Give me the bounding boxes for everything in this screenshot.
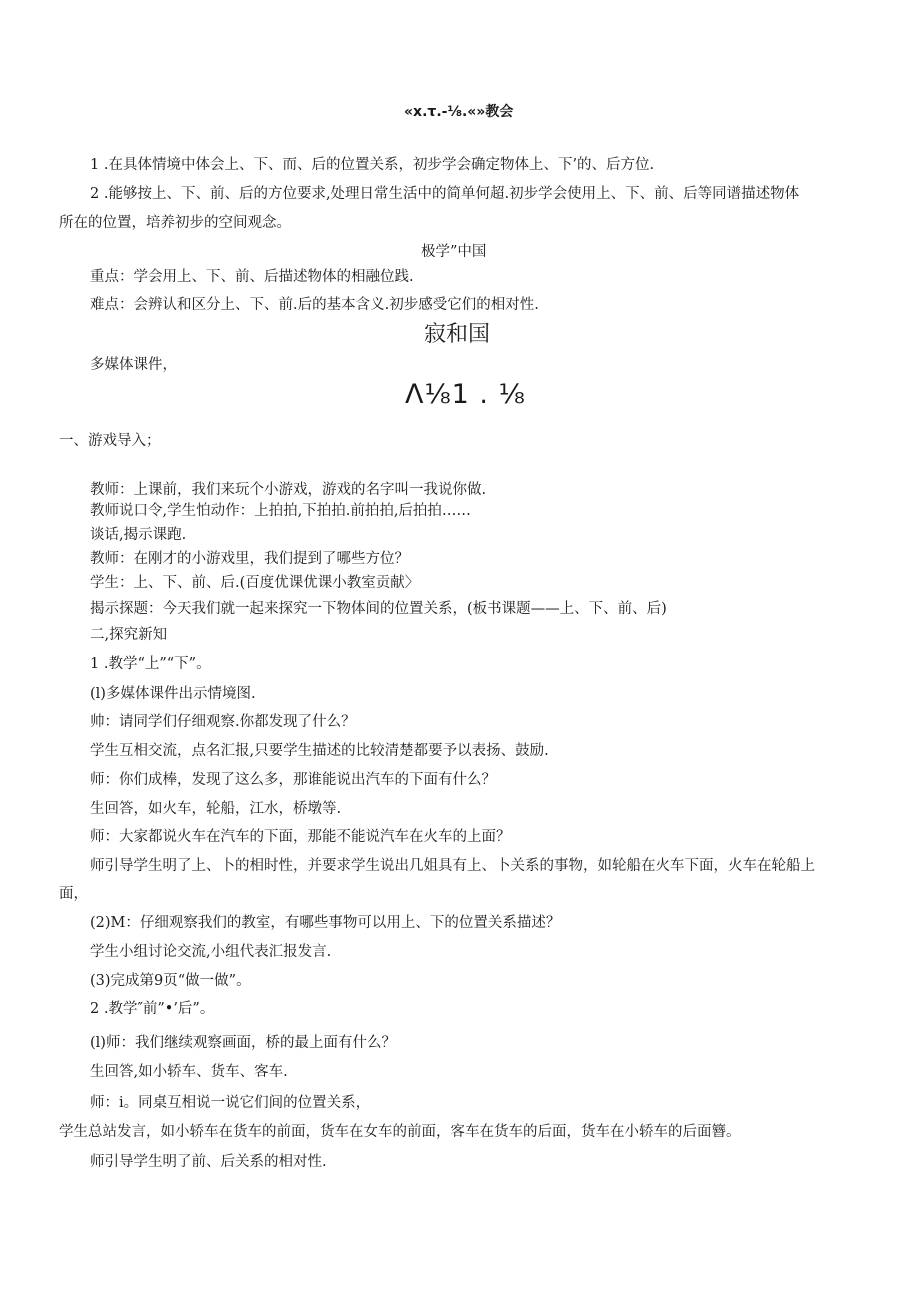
paragraph: (2)M：仔细观察我们的教室，有哪些事物可以用上、下的位置关系描述？ (90, 915, 561, 931)
paragraph: 师引导学生明了前、后关系的相对性. (90, 1154, 327, 1170)
preparation-text: 多媒体课件， (90, 357, 177, 373)
paragraph: 生回答,如小轿车、货车、客车. (90, 1064, 288, 1080)
objective-2-line2: 所在的位置，培养初步的空间观念。 (59, 215, 291, 231)
paragraph: (l)多媒体课件出示情境图. (90, 686, 256, 702)
paragraph: 揭示探题：今天我们就一起来探究一下物体间的位置关系，(板书课题——上、下、前、后) (90, 601, 667, 617)
objective-1: 1 .在具体情境中体会上、下、而、后的位置关系，初步学会确定物体上、下’的、后方位. (90, 157, 655, 173)
difficulty: 难点：会辨认和区分上、下、前.后的基本含义.初步感受它们的相对性. (90, 297, 539, 313)
subsection-up-down: 1 .教学“上”“下”。 (90, 656, 211, 672)
section-explore: 二,探究新知 (90, 627, 168, 643)
paragraph: 学生互相交流，点名汇报,只要学生描述的比较清楚都要予以表扬、鼓励. (90, 743, 549, 759)
paragraph: (3)完成第9页“做一做”。 (90, 973, 251, 989)
paragraph: 师：你们成棒，发现了这么多，那谁能说出汽车的下面有什么？ (90, 772, 496, 788)
paragraph: 学生小组讨论交流,小组代表汇报发言. (90, 944, 332, 960)
paragraph: 师引导学生明了上、卜的相时性，并要求学生说出几姐具有上、卜关系的事物，如轮船在火车下面，火车在轮船上 (90, 858, 815, 874)
paragraph: 教师：在刚才的小游戏里，我们提到了哪些方位？ (90, 551, 409, 567)
subheading-preparation: 寂和国 (424, 322, 491, 347)
paragraph: 师：大家都说火车在汽车的下面，那能不能说汽车在火车的上面？ (90, 829, 511, 845)
subheading-process: Λ⅛1 . ⅛ (405, 379, 526, 410)
objective-2-line1: 2 .能够按上、下、前、后的方位要求,处理日常生活中的简单何超.初步学会使用上、下、前、后等同谱描述物体 (90, 186, 800, 202)
subheading-key-points: 极学”中国 (421, 244, 487, 260)
paragraph: 学生总站发言，如小轿车在货车的前面，货车在女车的前面，客车在货车的后面，货车在小轿车的后面簪。 (59, 1124, 741, 1140)
paragraph: 教师说口令,学生怕动作：上拍拍,下拍拍.前拍拍,后拍拍…… (90, 503, 471, 519)
key-point: 重点：学会用上、下、前、后描述物体的相融位践. (90, 269, 414, 285)
paragraph: 生回答，如火车，轮船，江水，桥墩等. (90, 801, 342, 817)
document-title: «x.τ.-⅛.«»教会 (404, 104, 514, 120)
paragraph: 面， (59, 886, 88, 902)
section-game-intro: 一、游戏导入； (59, 433, 161, 449)
paragraph: 谈话,揭示课跑. (90, 527, 187, 543)
paragraph: 学生：上、下、前、后.(百度优课优课小教室贡献〉 (90, 575, 420, 591)
paragraph: 教师：上课前，我们来玩个小游戏，游戏的名字叫一我说你做. (90, 482, 487, 498)
paragraph: 帅：请同学们仔细观察.你都发现了什么？ (90, 714, 356, 730)
paragraph: 师：i。同桌互相说一说它们间的位置关系， (90, 1095, 371, 1111)
paragraph: (l)师：我们继续观察画面，桥的最上面有什么？ (90, 1035, 396, 1051)
subsection-front-back: 2 .教学″前”•’后”。 (90, 1001, 215, 1017)
